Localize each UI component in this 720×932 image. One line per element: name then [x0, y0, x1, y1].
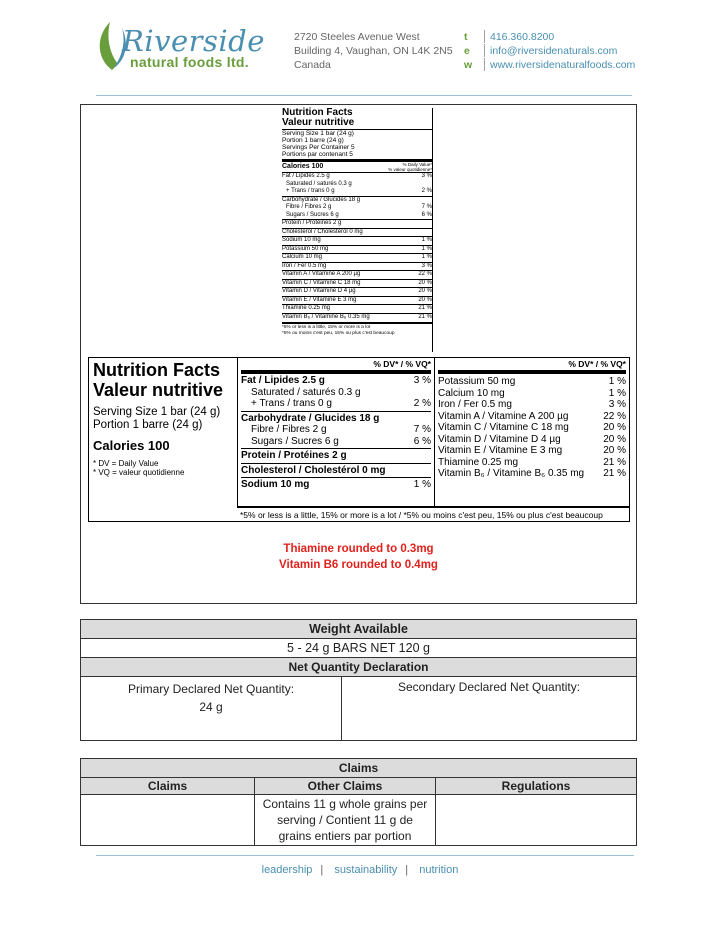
nutrient-row: Vitamin B₆ / Vitamine B₆ 0.35 mg 21 % [438, 468, 626, 479]
regulations-cell [436, 795, 637, 846]
rounding-note: Thiamine rounded to 0.3mg [283, 543, 434, 555]
address-line: 2720 Steeles Avenue West [294, 31, 420, 43]
contact-email [464, 44, 635, 58]
nutrient-row: Vitamin A / Vitamine A 200 µg 22 % [282, 271, 432, 277]
nutrient-row: + Trans / trans 0 g 2 % [286, 188, 432, 194]
nutrient-row: Cholesterol / Cholestérol 0 mg [241, 464, 386, 476]
calories-value: Calories 100 [93, 438, 170, 453]
nf-title-fr: Valeur nutritive [282, 118, 432, 130]
nutrient-row: Vitamin D / Vitamine D 4 µg 20 % [282, 288, 432, 294]
nutrient-row: Thiamine 0.25 mg 21 % [438, 456, 626, 468]
nutrient-row: Protein / Protéines 2 g [241, 450, 347, 461]
column-header: Regulations [436, 778, 637, 795]
nutrition-facts-vertical [282, 108, 433, 352]
header-divider [96, 95, 632, 96]
serving-line: Serving Size 1 bar (24 g) [282, 130, 354, 137]
nf-title-fr: Valeur nutritive [93, 380, 224, 400]
contact-web [464, 58, 635, 72]
claims-title: Claims [81, 759, 637, 778]
nutrient-row: Vitamin B₆ / Vitamine B₆ 0.35 mg 21 % [282, 313, 432, 320]
claims-cell [81, 795, 255, 846]
nutrient-row: Carbohydrate / Glucides 18 g [241, 412, 380, 424]
nutrient-column-1 [237, 358, 434, 506]
serving-line: Servings Per Container 5 [282, 144, 355, 151]
company-contacts [464, 30, 635, 72]
column-header: Claims [81, 778, 255, 795]
address-line: Canada [294, 59, 331, 71]
nutrient-row: Vitamin C / Vitamine C 18 mg 20 % [282, 279, 432, 286]
weight-title: Weight Available [81, 620, 637, 639]
nutrient-row: Vitamin D / Vitamine D 4 µg 20 % [438, 433, 626, 445]
nf-footnote: *5% or less is a little, 15% or more is a lot *5% ou moins c'est peu, 15% ou plus c'est beaucoup [282, 322, 432, 336]
nutrient-group [241, 374, 431, 411]
logo-tagline: natural foods ltd. [130, 54, 249, 70]
nutrient-row: Vitamin E / Vitamine E 3 mg 20 % [282, 296, 432, 303]
footer-word: sustainability [334, 864, 398, 876]
nutrient-row: Calcium 10 mg 1 % [438, 387, 626, 399]
weight-table [80, 619, 637, 741]
nutrient-group [241, 411, 431, 449]
calories-value: Calories 100 [282, 163, 324, 170]
nutrition-facts-horizontal [88, 357, 630, 522]
footer-divider [96, 855, 634, 856]
nf-title-en: Nutrition Facts [93, 360, 221, 380]
column-header: Other Claims [255, 778, 436, 795]
email-link[interactable]: info@riversidenaturals.com [490, 45, 618, 57]
phone-number[interactable]: 416.360.8200 [490, 31, 555, 43]
nf-title-block [93, 360, 235, 477]
nutrient-row: Sodium 10 mg 1 % [241, 479, 431, 490]
serving-line: Portions par contenant 5 [282, 151, 353, 158]
nutrient-column-2 [434, 358, 629, 506]
nutrient-row: Fat / Lipides 2.5 g 3 % [282, 173, 432, 179]
nutrient-row: Iron / Fer 0.5 mg 3 % [438, 399, 626, 410]
nutrient-row: Iron / Fer 0.5 mg 3 % [282, 262, 432, 269]
nutrient-row: Calcium 10 mg 1 % [282, 254, 432, 260]
dv-header: % DV* / % VQ* [438, 358, 626, 374]
nf-title-en: Nutrition Facts [282, 107, 353, 118]
nutrient-row: Saturated / saturés 0.3 g [286, 180, 352, 187]
nutrient-row: Sugars / Sucres 6 g 6 % [286, 211, 432, 218]
logo-wordmark: Riverside [122, 24, 265, 58]
footer-tagline: leadership | sustainability | nutrition [261, 864, 459, 876]
rounding-note: Vitamin B6 rounded to 0.4mg [279, 559, 438, 571]
nutrient-row: Vitamin E / Vitamine E 3 mg 20 % [438, 445, 626, 456]
serving-line: Portion 1 barre (24 g) [282, 137, 344, 144]
dv-header: % DV* / % VQ* [241, 358, 431, 374]
nutrient-group [241, 463, 431, 478]
nutrient-row: Saturated / saturés 0.3 g [251, 386, 361, 398]
nutrient-row: + Trans / trans 0 g 2 % [251, 398, 431, 409]
nutrient-list [282, 172, 432, 321]
nutrient-group [241, 477, 431, 492]
address-line: Building 4, Vaughan, ON L4K 2N5 [294, 45, 453, 57]
contact-key: w [464, 59, 473, 71]
dv-header: % Daily Value* % valeur quotidienne* [388, 162, 432, 172]
contact-key: t [464, 31, 468, 43]
weight-value: 5 - 24 g BARS NET 120 g [81, 639, 637, 658]
nutrient-row: Sugars / Sucres 6 g 6 % [251, 435, 431, 447]
nutrient-row: Potassium 50 mg 1 % [438, 376, 626, 387]
footer-word: leadership [261, 864, 313, 876]
nutrient-row: Fibre / Fibres 2 g 7 % [286, 204, 432, 210]
nutrient-row: Fat / Lipides 2.5 g 3 % [241, 375, 431, 386]
dv-note: * DV = Daily Value * VQ = valeur quotidienne [93, 459, 185, 477]
contact-key: e [464, 45, 470, 57]
net-quantity-title: Net Quantity Declaration [81, 658, 637, 677]
secondary-net-quantity: Secondary Declared Net Quantity: [342, 677, 637, 741]
nutrient-row: Fibre / Fibres 2 g 7 % [251, 424, 431, 435]
nutrient-row: Vitamin C / Vitamine C 18 mg 20 % [438, 422, 626, 433]
nutrient-row: Cholesterol / Cholestérol 0 mg [282, 228, 432, 237]
other-claims-cell: Contains 11 g whole grains per serving / Contient 11 g de grains entiers par portion [255, 795, 436, 846]
footer-word: nutrition [419, 864, 459, 876]
nutrient-row: Sodium 10 mg 1 % [282, 237, 432, 243]
nutrient-row: Thiamine 0.25 mg 21 % [282, 305, 432, 311]
nutrient-row: Protein / Protéines 2 g [282, 219, 432, 228]
calories-row [282, 162, 432, 172]
company-address [294, 30, 453, 72]
nutrient-group [241, 448, 431, 463]
company-logo [92, 18, 265, 74]
nf-footnote: *5% or less is a little, 15% or more is a lot / *5% ou moins c'est peu, 15% ou plus c'est beaucoup [237, 506, 630, 522]
primary-net-quantity: Primary Declared Net Quantity: 24 g [81, 677, 342, 741]
claims-table [80, 758, 637, 846]
nutrient-row: Vitamin A / Vitamine A 200 µg 22 % [438, 410, 626, 422]
website-link[interactable]: www.riversidenaturalfoods.com [490, 59, 636, 71]
nutrient-row: Carbohydrate / Glucides 18 g [282, 196, 432, 205]
contact-phone [464, 30, 635, 44]
serving-size: Serving Size 1 bar (24 g) Portion 1 barre (24 g) [93, 406, 221, 431]
nutrient-row: Potassium 50 mg 1 % [282, 245, 432, 252]
